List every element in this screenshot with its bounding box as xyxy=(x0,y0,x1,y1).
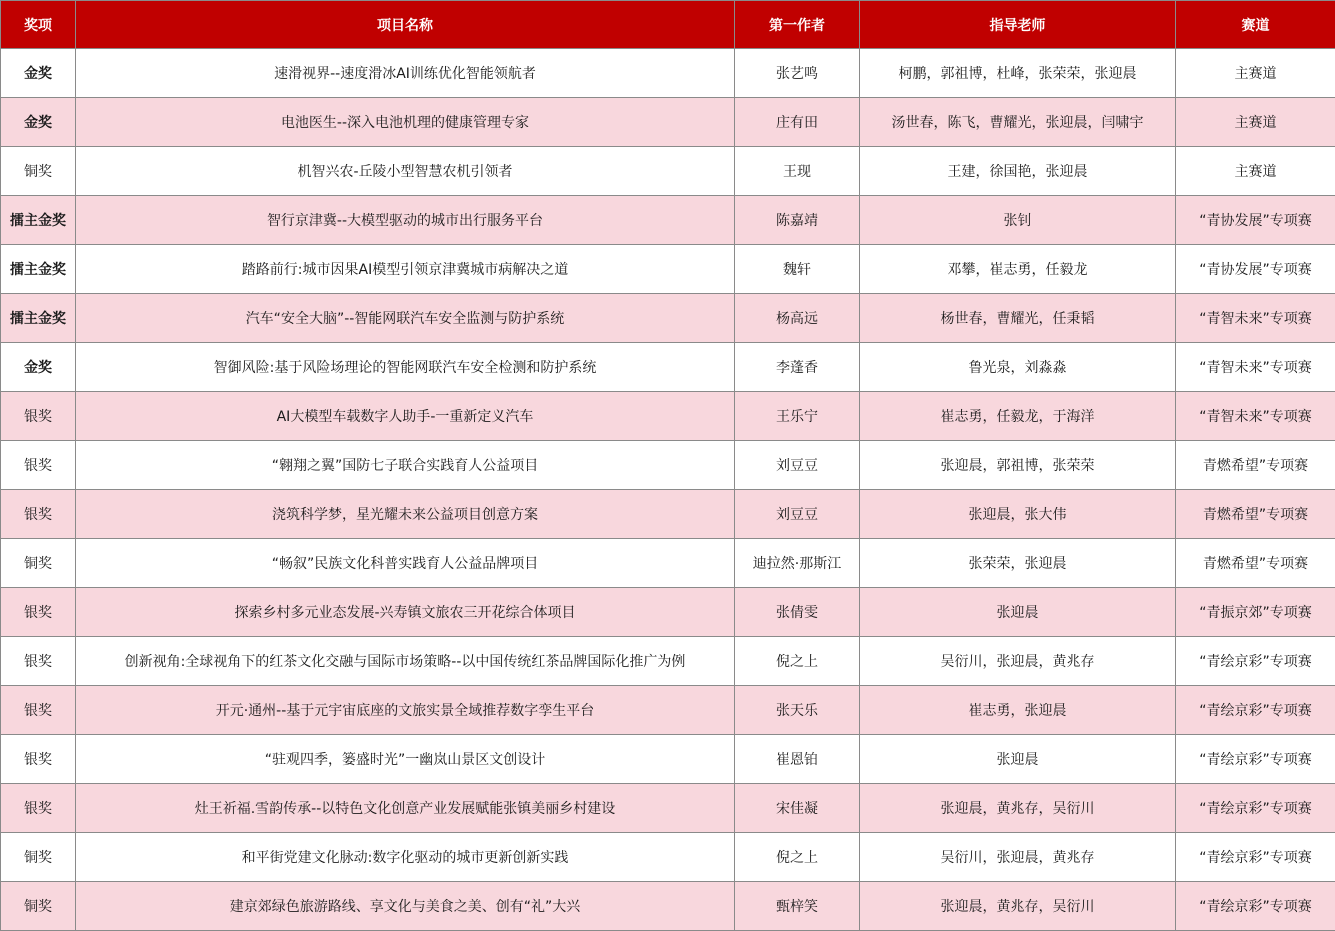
first-author-cell: 张艺鸣 xyxy=(735,49,860,98)
table-row xyxy=(1,686,1335,735)
advisor-cell: 汤世春，陈飞，曹耀光，张迎晨，闫啸宇 xyxy=(860,98,1176,147)
track-cell: 主赛道 xyxy=(1176,98,1335,147)
advisor-cell: 张迎晨，黄兆存，吴衍川 xyxy=(860,882,1176,931)
award-cell: 擂主金奖 xyxy=(1,245,76,294)
advisor-cell: 邓攀，崔志勇，任毅龙 xyxy=(860,245,1176,294)
project-name-cell: AI大模型车载数字人助手-一重新定义汽车 xyxy=(76,392,735,441)
first-author-cell: 倪之上 xyxy=(735,833,860,882)
award-cell: 擂主金奖 xyxy=(1,196,76,245)
project-name-cell: 汽车“安全大脑”--智能网联汽车安全监测与防护系统 xyxy=(76,294,735,343)
award-cell: 银奖 xyxy=(1,490,76,539)
table-row xyxy=(1,441,1335,490)
first-author-cell: 刘豆豆 xyxy=(735,441,860,490)
award-cell: 银奖 xyxy=(1,588,76,637)
project-name-cell: 机智兴农-丘陵小型智慧农机引领者 xyxy=(76,147,735,196)
advisor-cell: 王建，徐国艳，张迎晨 xyxy=(860,147,1176,196)
table-row xyxy=(1,588,1335,637)
track-cell: “青绘京彩”专项赛 xyxy=(1176,637,1335,686)
award-cell: 铜奖 xyxy=(1,539,76,588)
project-name-cell: 开元·通州--基于元宇宙底座的文旅实景全域推荐数字孪生平台 xyxy=(76,686,735,735)
table-row xyxy=(1,196,1335,245)
award-cell: 银奖 xyxy=(1,784,76,833)
project-name-cell: “驻观四季，篓盛时光”一幽岚山景区文创设计 xyxy=(76,735,735,784)
track-cell: 主赛道 xyxy=(1176,49,1335,98)
advisor-cell: 吴衍川，张迎晨，黄兆存 xyxy=(860,833,1176,882)
advisor-cell: 吴衍川，张迎晨，黄兆存 xyxy=(860,637,1176,686)
track-cell: “青协发展”专项赛 xyxy=(1176,245,1335,294)
advisor-cell: 崔志勇，张迎晨 xyxy=(860,686,1176,735)
advisor-cell: 杨世春，曹耀光，任秉韬 xyxy=(860,294,1176,343)
track-cell: “青智未来”专项赛 xyxy=(1176,392,1335,441)
table-body xyxy=(1,49,1335,931)
table-row xyxy=(1,98,1335,147)
track-cell: “青振京郊”专项赛 xyxy=(1176,588,1335,637)
track-cell: “青绘京彩”专项赛 xyxy=(1176,833,1335,882)
header-author: 第一作者 xyxy=(735,1,860,49)
first-author-cell: 李蓬香 xyxy=(735,343,860,392)
advisor-cell: 张迎晨，黄兆存，吴衍川 xyxy=(860,784,1176,833)
table-row xyxy=(1,49,1335,98)
first-author-cell: 倪之上 xyxy=(735,637,860,686)
project-name-cell: 灶王祈福.雪韵传承--以特色文化创意产业发展赋能张镇美丽乡村建设 xyxy=(76,784,735,833)
header-award: 奖项 xyxy=(1,1,76,49)
table-row xyxy=(1,735,1335,784)
project-name-cell: 电池医生--深入电池机理的健康管理专家 xyxy=(76,98,735,147)
project-name-cell: 智御风险:基于风险场理论的智能网联汽车安全检测和防护系统 xyxy=(76,343,735,392)
first-author-cell: 刘豆豆 xyxy=(735,490,860,539)
project-name-cell: 建京郊绿色旅游路线、享文化与美食之美、创有“礼”大兴 xyxy=(76,882,735,931)
first-author-cell: 迪拉然·那斯江 xyxy=(735,539,860,588)
advisor-cell: 张迎晨 xyxy=(860,735,1176,784)
table-row xyxy=(1,392,1335,441)
project-name-cell: 浇筑科学梦，星光耀未来公益项目创意方案 xyxy=(76,490,735,539)
advisor-cell: 柯鹏，郭祖博，杜峰，张荣荣，张迎晨 xyxy=(860,49,1176,98)
track-cell: “青绘京彩”专项赛 xyxy=(1176,686,1335,735)
first-author-cell: 王乐宁 xyxy=(735,392,860,441)
award-cell: 铜奖 xyxy=(1,833,76,882)
project-name-cell: “畅叙”民族文化科普实践育人公益品牌项目 xyxy=(76,539,735,588)
first-author-cell: 宋佳凝 xyxy=(735,784,860,833)
project-name-cell: 和平街党建文化脉动:数字化驱动的城市更新创新实践 xyxy=(76,833,735,882)
table-row xyxy=(1,343,1335,392)
advisor-cell: 张荣荣，张迎晨 xyxy=(860,539,1176,588)
track-cell: 青燃希望”专项赛 xyxy=(1176,539,1335,588)
project-name-cell: 智行京津冀--大模型驱动的城市出行服务平台 xyxy=(76,196,735,245)
header-advisor: 指导老师 xyxy=(860,1,1176,49)
header-track: 赛道 xyxy=(1176,1,1335,49)
table-row xyxy=(1,539,1335,588)
track-cell: “青智未来”专项赛 xyxy=(1176,294,1335,343)
award-cell: 银奖 xyxy=(1,392,76,441)
award-cell: 擂主金奖 xyxy=(1,294,76,343)
first-author-cell: 张天乐 xyxy=(735,686,860,735)
project-name-cell: 探索乡村多元业态发展-兴寿镇文旅农三开花综合体项目 xyxy=(76,588,735,637)
table-header xyxy=(1,1,1335,49)
table-row xyxy=(1,784,1335,833)
award-cell: 银奖 xyxy=(1,441,76,490)
track-cell: “青绘京彩”专项赛 xyxy=(1176,735,1335,784)
header-row xyxy=(1,1,1335,49)
track-cell: “青协发展”专项赛 xyxy=(1176,196,1335,245)
table-row xyxy=(1,147,1335,196)
track-cell: 主赛道 xyxy=(1176,147,1335,196)
advisor-cell: 张迎晨，张大伟 xyxy=(860,490,1176,539)
first-author-cell: 王现 xyxy=(735,147,860,196)
table-row xyxy=(1,490,1335,539)
table-row xyxy=(1,294,1335,343)
first-author-cell: 甄梓笑 xyxy=(735,882,860,931)
first-author-cell: 张倩雯 xyxy=(735,588,860,637)
track-cell: “青绘京彩”专项赛 xyxy=(1176,784,1335,833)
table-row xyxy=(1,637,1335,686)
advisor-cell: 张钊 xyxy=(860,196,1176,245)
track-cell: “青绘京彩”专项赛 xyxy=(1176,882,1335,931)
first-author-cell: 崔恩铂 xyxy=(735,735,860,784)
award-cell: 铜奖 xyxy=(1,147,76,196)
first-author-cell: 庄有田 xyxy=(735,98,860,147)
award-cell: 银奖 xyxy=(1,686,76,735)
table-row xyxy=(1,882,1335,931)
advisor-cell: 张迎晨，郭祖博，张荣荣 xyxy=(860,441,1176,490)
project-name-cell: 踏路前行:城市因果AI模型引领京津冀城市病解决之道 xyxy=(76,245,735,294)
award-cell: 金奖 xyxy=(1,343,76,392)
advisor-cell: 崔志勇，任毅龙，于海洋 xyxy=(860,392,1176,441)
award-cell: 银奖 xyxy=(1,637,76,686)
project-name-cell: “翱翔之翼”国防七子联合实践育人公益项目 xyxy=(76,441,735,490)
project-name-cell: 速滑视界--速度滑冰AI训练优化智能领航者 xyxy=(76,49,735,98)
track-cell: 青燃希望”专项赛 xyxy=(1176,490,1335,539)
award-cell: 铜奖 xyxy=(1,882,76,931)
advisor-cell: 张迎晨 xyxy=(860,588,1176,637)
first-author-cell: 魏轩 xyxy=(735,245,860,294)
advisor-cell: 鲁光泉，刘淼淼 xyxy=(860,343,1176,392)
award-cell: 银奖 xyxy=(1,735,76,784)
track-cell: 青燃希望”专项赛 xyxy=(1176,441,1335,490)
table-row xyxy=(1,833,1335,882)
award-cell: 金奖 xyxy=(1,49,76,98)
project-name-cell: 创新视角:全球视角下的红茶文化交融与国际市场策略--以中国传统红茶品牌国际化推广为例 xyxy=(76,637,735,686)
first-author-cell: 陈嘉靖 xyxy=(735,196,860,245)
track-cell: “青智未来”专项赛 xyxy=(1176,343,1335,392)
first-author-cell: 杨高远 xyxy=(735,294,860,343)
header-project: 项目名称 xyxy=(76,1,735,49)
award-cell: 金奖 xyxy=(1,98,76,147)
table-row xyxy=(1,245,1335,294)
